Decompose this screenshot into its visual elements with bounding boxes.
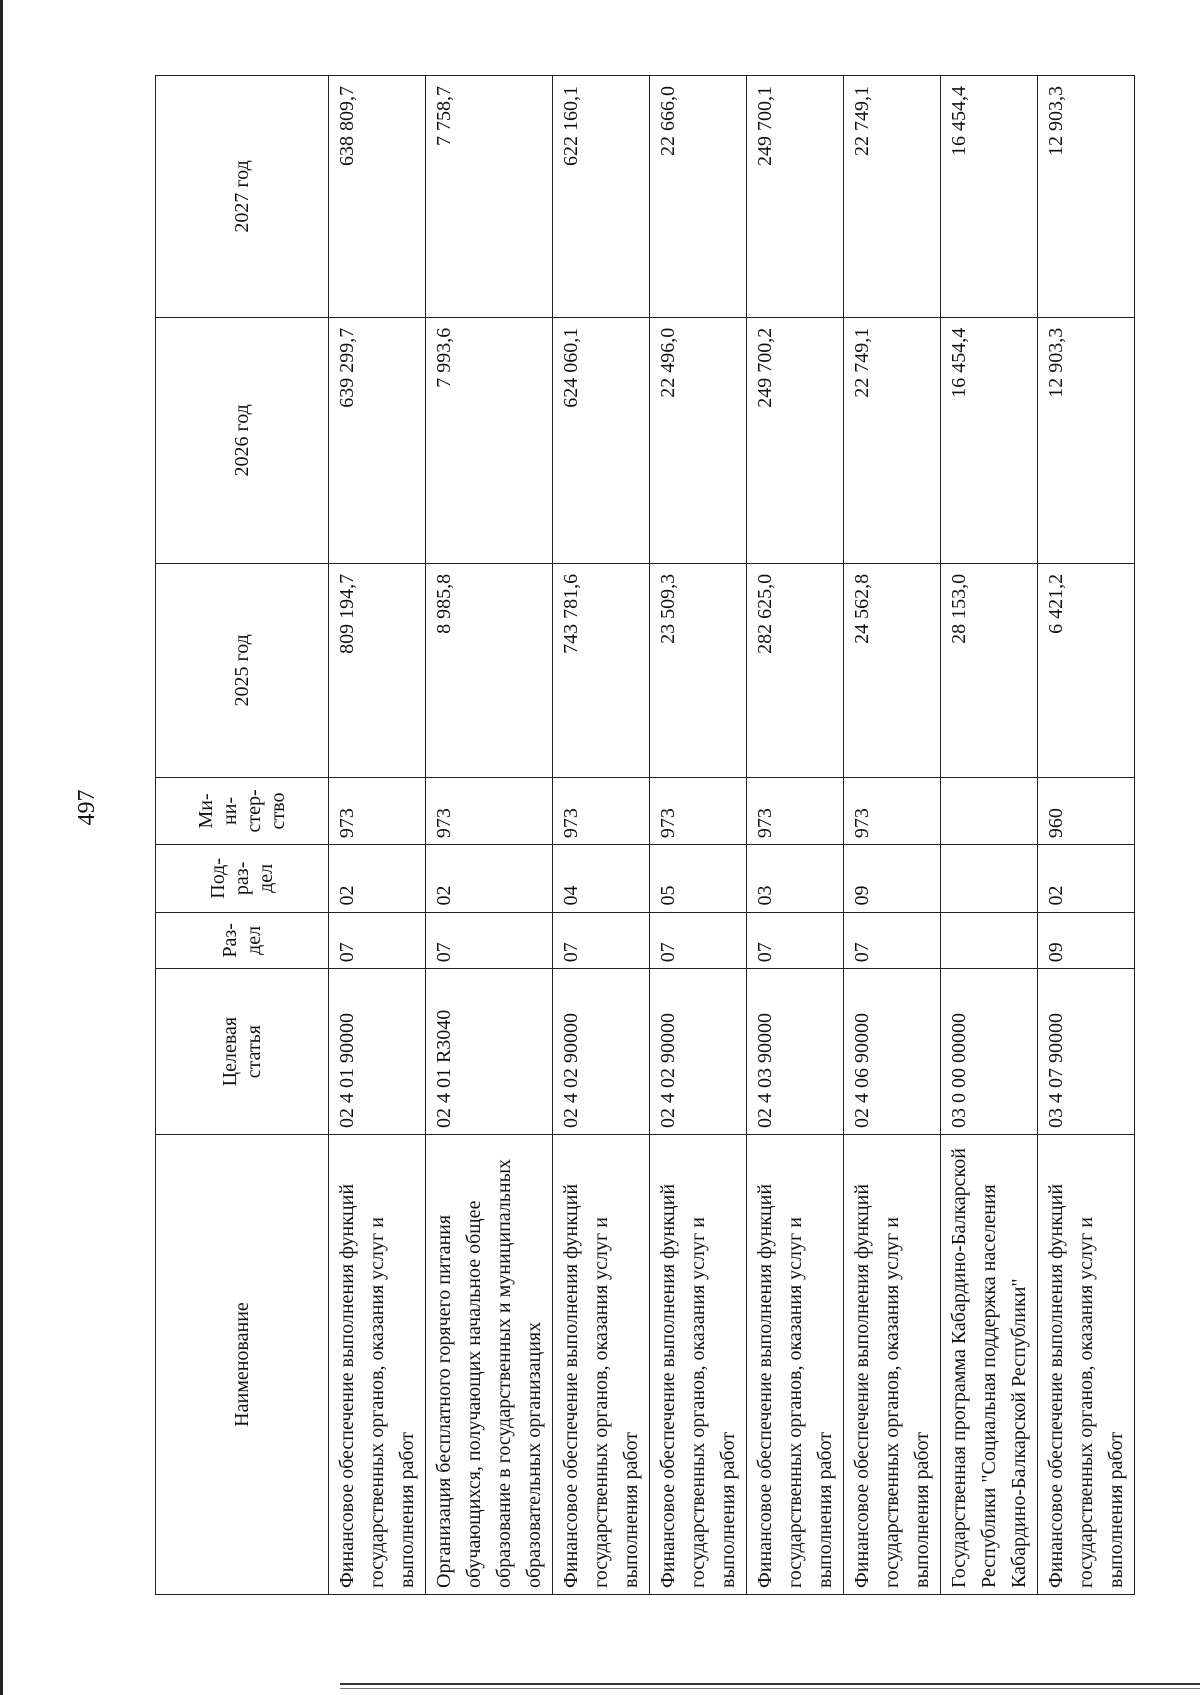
cell-2025: 23 509,3 xyxy=(650,563,747,777)
cell-2026: 7 993,6 xyxy=(426,317,553,563)
cell-2026: 22 749,1 xyxy=(844,317,941,563)
cell-2027: 249 700,1 xyxy=(747,76,844,318)
rotated-document-sheet xyxy=(57,20,1187,1595)
cell-2026: 249 700,2 xyxy=(747,317,844,563)
cell-target: 02 4 01 90000 xyxy=(329,969,426,1135)
header-2025: 2025 год xyxy=(156,563,329,777)
cell-name: Финансовое обеспечение выполнения функций государственных органов, оказания услуг и выполнения работ xyxy=(747,1135,844,1595)
cell-2027: 16 454,4 xyxy=(941,76,1038,318)
cell-2026: 624 060,1 xyxy=(553,317,650,563)
cell-2026: 22 496,0 xyxy=(650,317,747,563)
cell-section: 07 xyxy=(329,912,426,969)
page-number: 497 xyxy=(74,789,100,826)
cell-target: 02 4 03 90000 xyxy=(747,969,844,1135)
header-2026: 2026 год xyxy=(156,317,329,563)
table-row xyxy=(329,76,426,1595)
cell-ministry: 973 xyxy=(650,777,747,844)
cell-2027: 638 809,7 xyxy=(329,76,426,318)
cell-ministry: 960 xyxy=(1038,777,1135,844)
cell-target: 02 4 02 90000 xyxy=(553,969,650,1135)
cell-subsection: 02 xyxy=(1038,845,1135,912)
cell-subsection: 02 xyxy=(329,845,426,912)
cell-2025: 28 153,0 xyxy=(941,563,1038,777)
table-row xyxy=(426,76,553,1595)
cell-section: 07 xyxy=(426,912,553,969)
table-row xyxy=(650,76,747,1595)
header-ministry-label: Ми- ни- стер- ство xyxy=(195,789,289,833)
cell-section: 07 xyxy=(747,912,844,969)
cell-target: 02 4 06 90000 xyxy=(844,969,941,1135)
header-ministry xyxy=(156,777,329,844)
cell-subsection xyxy=(941,845,1038,912)
cell-section xyxy=(941,912,1038,969)
cell-name: Финансовое обеспечение выполнения функций государственных органов, оказания услуг и выполнения работ xyxy=(1038,1135,1135,1595)
header-target xyxy=(156,969,329,1135)
cell-target: 03 0 00 00000 xyxy=(941,969,1038,1135)
cell-target: 03 4 07 90000 xyxy=(1038,969,1135,1135)
header-subsection xyxy=(156,845,329,912)
cell-2026: 12 903,3 xyxy=(1038,317,1135,563)
cell-2025: 6 421,2 xyxy=(1038,563,1135,777)
cell-2027: 622 160,1 xyxy=(553,76,650,318)
cell-name: Финансовое обеспечение выполнения функций государственных органов, оказания услуг и выполнения работ xyxy=(329,1135,426,1595)
cell-2025: 24 562,8 xyxy=(844,563,941,777)
cell-subsection: 05 xyxy=(650,845,747,912)
cell-subsection: 09 xyxy=(844,845,941,912)
cell-2025: 8 985,8 xyxy=(426,563,553,777)
cell-ministry: 973 xyxy=(844,777,941,844)
bottom-margin-rule-secondary xyxy=(340,1688,1200,1689)
cell-subsection: 02 xyxy=(426,845,553,912)
header-target-label: Целевая статья xyxy=(219,1016,265,1087)
cell-2025: 809 194,7 xyxy=(329,563,426,777)
cell-ministry: 973 xyxy=(553,777,650,844)
bottom-margin-rule xyxy=(340,1683,1200,1685)
header-subsection-label: Под- раз- дел xyxy=(207,858,277,899)
table-row xyxy=(553,76,650,1595)
cell-ministry xyxy=(941,777,1038,844)
cell-subsection: 03 xyxy=(747,845,844,912)
budget-table xyxy=(155,75,1135,1595)
cell-target: 02 4 02 90000 xyxy=(650,969,747,1135)
cell-ministry: 973 xyxy=(329,777,426,844)
cell-name: Финансовое обеспечение выполнения функций государственных органов, оказания услуг и выполнения работ xyxy=(553,1135,650,1595)
cell-subsection: 04 xyxy=(553,845,650,912)
cell-name: Государственная программа Кабардино-Балкарской Республики "Социальная поддержка населения Кабардино-Балкарской Республики" xyxy=(941,1135,1038,1595)
table-row xyxy=(747,76,844,1595)
cell-section: 07 xyxy=(553,912,650,969)
cell-2027: 22 749,1 xyxy=(844,76,941,318)
cell-2027: 7 758,7 xyxy=(426,76,553,318)
cell-2026: 639 299,7 xyxy=(329,317,426,563)
cell-name: Организация бесплатного горячего питания обучающихся, получающих начальное общее образование в государственных и муниципальных образовательных организациях xyxy=(426,1135,553,1595)
cell-ministry: 973 xyxy=(426,777,553,844)
cell-section: 07 xyxy=(844,912,941,969)
table-row xyxy=(844,76,941,1595)
header-section-label: Раз- дел xyxy=(219,923,265,958)
cell-2027: 12 903,3 xyxy=(1038,76,1135,318)
table-row xyxy=(941,76,1038,1595)
cell-ministry: 973 xyxy=(747,777,844,844)
left-margin-rule xyxy=(0,0,3,1695)
cell-2025: 282 625,0 xyxy=(747,563,844,777)
cell-2026: 16 454,4 xyxy=(941,317,1038,563)
header-2027: 2027 год xyxy=(156,76,329,318)
table-header-row xyxy=(156,76,329,1595)
header-section xyxy=(156,912,329,969)
cell-section: 09 xyxy=(1038,912,1135,969)
cell-2025: 743 781,6 xyxy=(553,563,650,777)
cell-target: 02 4 01 R3040 xyxy=(426,969,553,1135)
table-row xyxy=(1038,76,1135,1595)
cell-2027: 22 666,0 xyxy=(650,76,747,318)
cell-name: Финансовое обеспечение выполнения функций государственных органов, оказания услуг и выполнения работ xyxy=(650,1135,747,1595)
header-name: Наименование xyxy=(156,1135,329,1595)
cell-name: Финансовое обеспечение выполнения функций государственных органов, оказания услуг и выполнения работ xyxy=(844,1135,941,1595)
cell-section: 07 xyxy=(650,912,747,969)
